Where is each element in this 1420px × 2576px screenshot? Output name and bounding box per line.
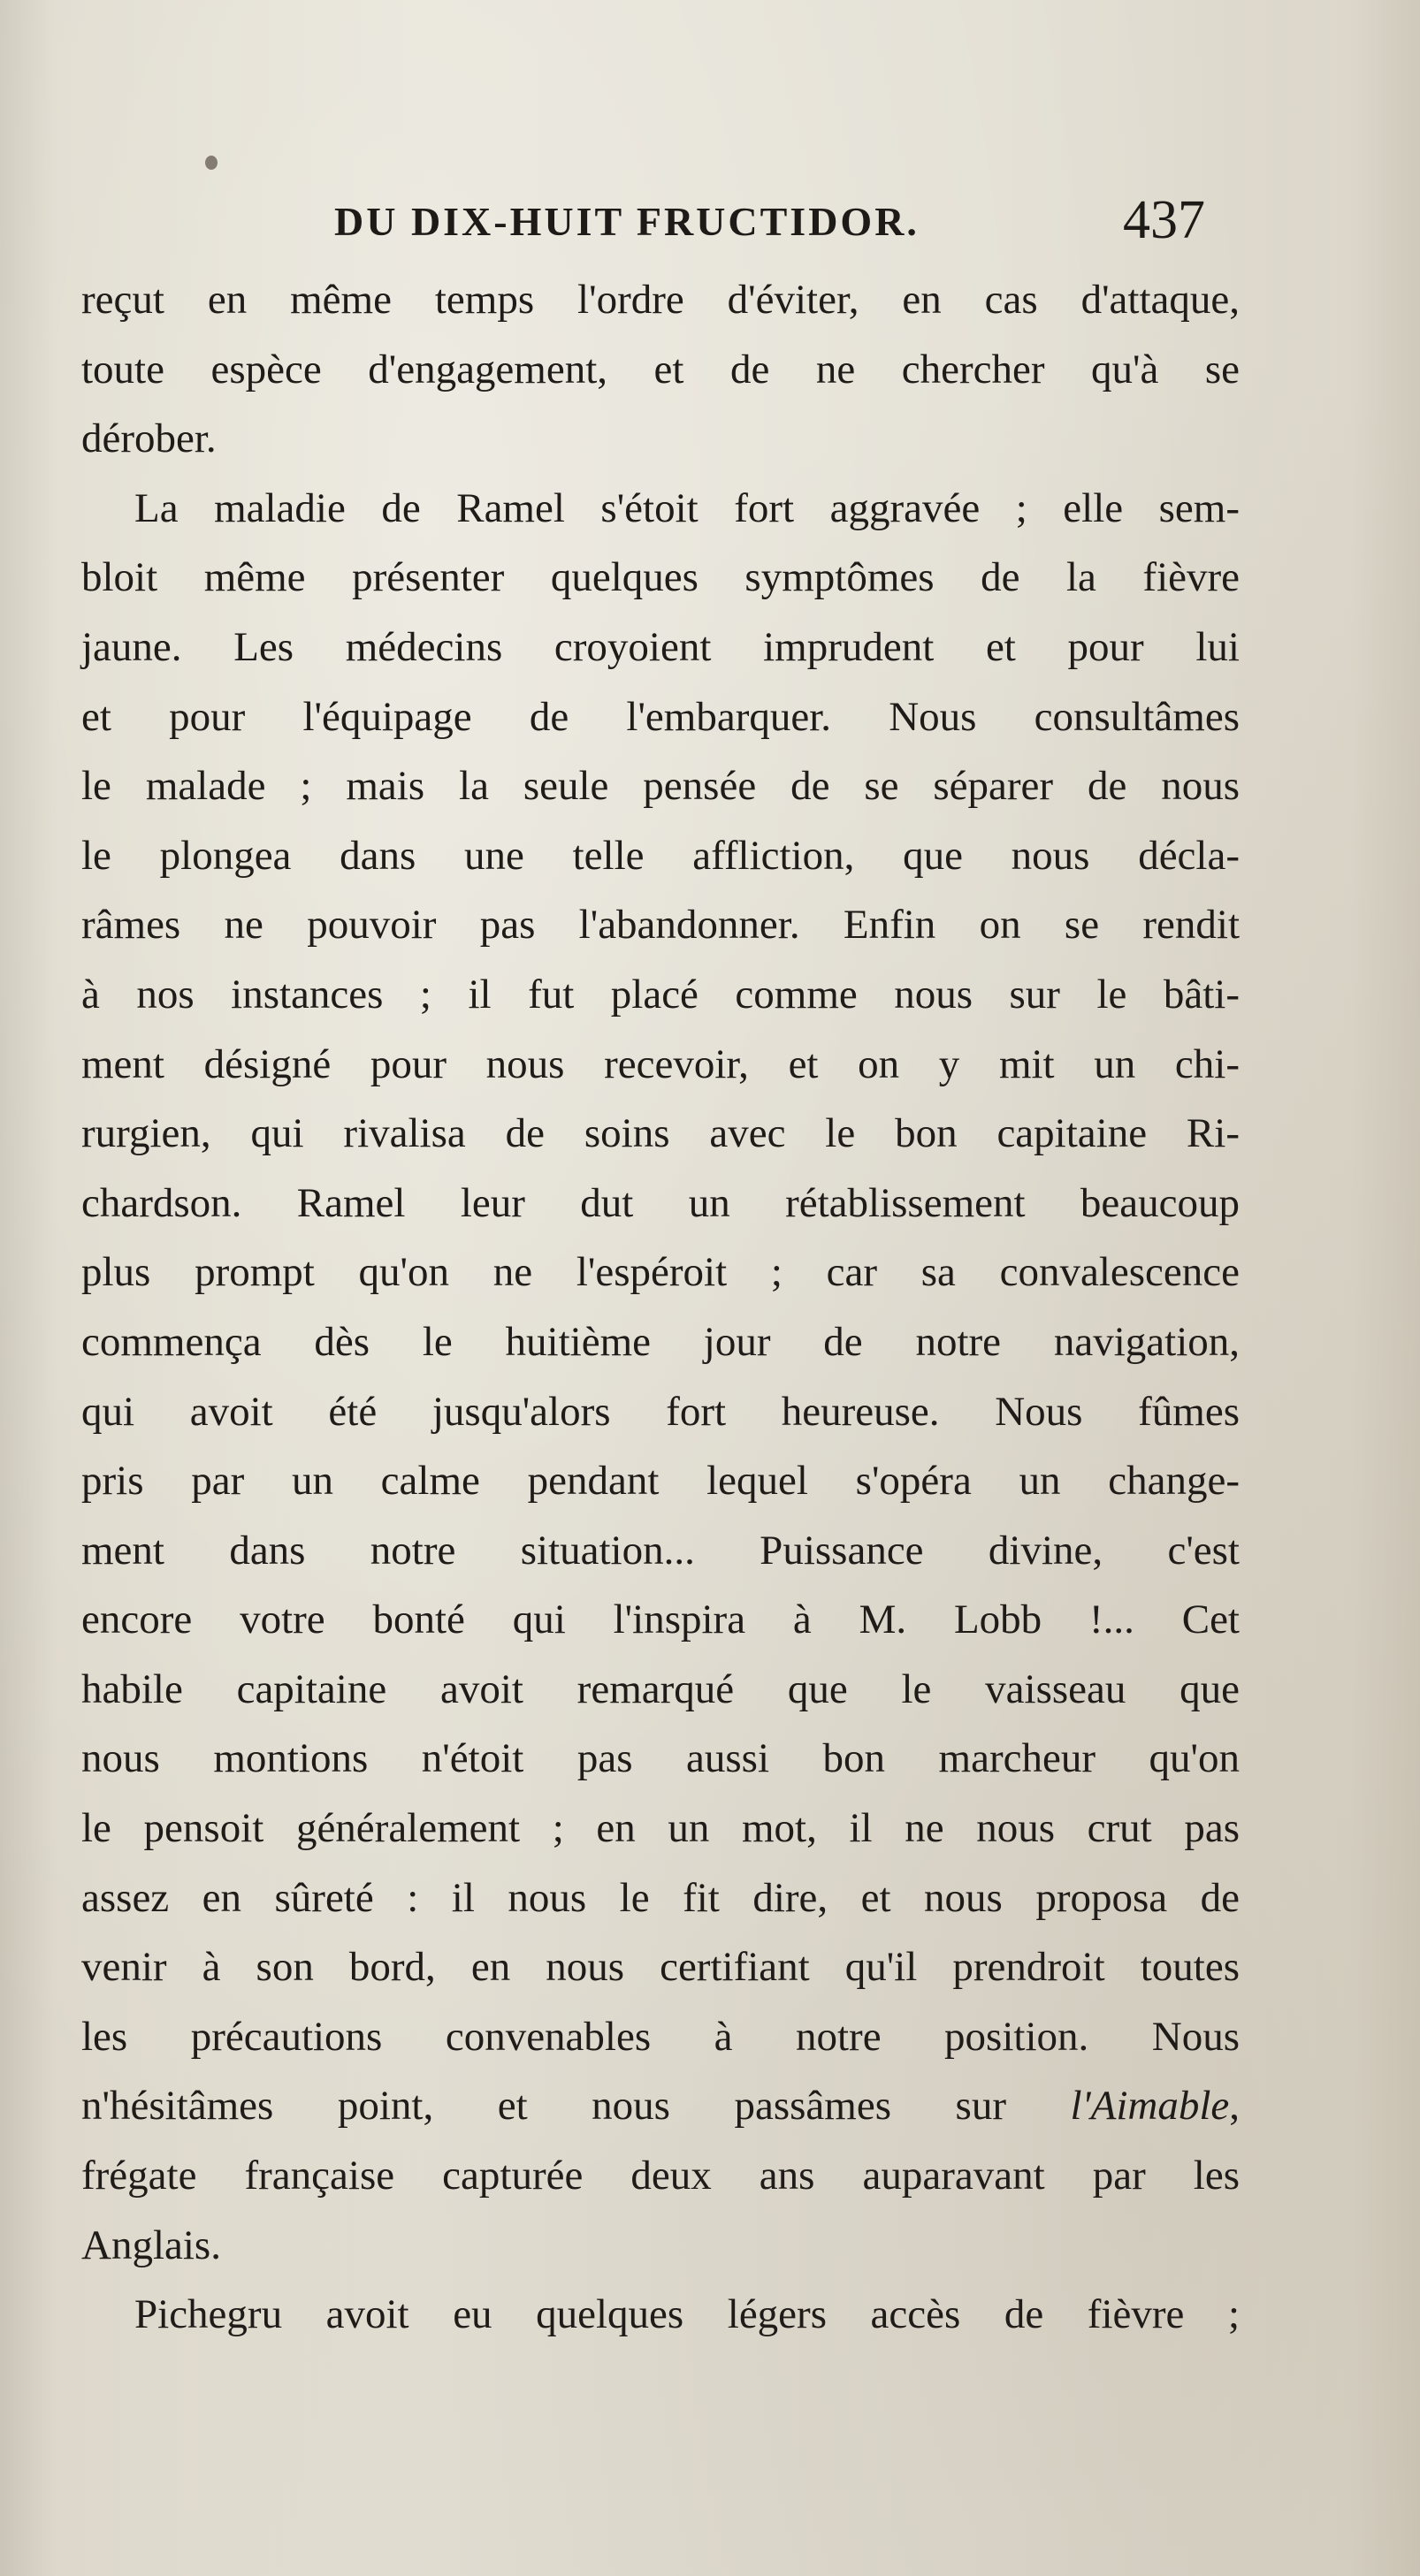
text-line: rurgien, qui rivalisa de soins avec le bon capitaine Ri-: [81, 1110, 1240, 1157]
text-line-start: n'hésitâmes point, et nous passâmes sur: [81, 2083, 1006, 2130]
text-line: chardson. Ramel leur dut un rétablissement beaucoup: [81, 1179, 1240, 1226]
text-line: venir à son bord, en nous certifiant qu'il prendroit toutes: [81, 1944, 1240, 1991]
text-line: Anglais.: [81, 2222, 221, 2268]
ink-spot: [205, 156, 218, 170]
text-line: nous montions n'étoit pas aussi bon marcheur qu'on: [81, 1735, 1240, 1782]
text-line: jaune. Les médecins croyoient imprudent et pour lui: [81, 623, 1240, 670]
text-line: et pour l'équipage de l'embarquer. Nous consultâmes: [81, 693, 1240, 740]
text-line: bloit même présenter quelques symptômes de la fièvre: [81, 554, 1240, 601]
text-line: La maladie de Ramel s'étoit fort aggravée ; elle sem-: [134, 484, 1240, 531]
page-number: 437: [1123, 190, 1205, 250]
text-line: le pensoit généralement ; en un mot, il ne nous crut pas: [81, 1805, 1240, 1852]
text-line: encore votre bonté qui l'inspira à M. Lobb !... Cet: [81, 1597, 1240, 1643]
text-line: râmes ne pouvoir pas l'abandonner. Enfin on se rendit: [81, 902, 1240, 949]
text-line: le plongea dans une telle affliction, que nous décla-: [81, 832, 1240, 879]
text-line: frégate française capturée deux ans auparavant par les: [81, 2153, 1240, 2199]
text-line: le malade ; mais la seule pensée de se séparer de nous: [81, 763, 1240, 810]
body-text: [81, 265, 1240, 2350]
text-line: pris par un calme pendant lequel s'opéra un change-: [81, 1458, 1240, 1505]
text-line: Pichegru avoit eu quelques légers accès de fièvre ;: [134, 2291, 1240, 2338]
ship-name-comma: ,: [1229, 2083, 1240, 2130]
text-line: dérober.: [81, 415, 217, 462]
page-header: [0, 189, 1420, 251]
text-line: ment dans notre situation... Puissance divine, c'est: [81, 1527, 1240, 1574]
text-line: toute espèce d'engagement, et de ne chercher qu'à se: [81, 346, 1240, 392]
text-line: assez en sûreté : il nous le fit dire, et nous proposa de: [81, 1874, 1240, 1921]
ship-name: l'Aimable: [1070, 2083, 1230, 2130]
text-line: ment désigné pour nous recevoir, et on y mit un chi-: [81, 1040, 1240, 1087]
text-line: à nos instances ; il fut placé comme nous sur le bâti-: [81, 971, 1240, 1017]
text-line: commença dès le huitième jour de notre navigation,: [81, 1318, 1240, 1365]
text-line-with-ship-name: [81, 2071, 1240, 2141]
text-line: plus prompt qu'on ne l'espéroit ; car sa convalescence: [81, 1249, 1240, 1296]
text-line: habile capitaine avoit remarqué que le vaisseau que: [81, 1665, 1240, 1712]
text-line: qui avoit été jusqu'alors fort heureuse. Nous fûmes: [81, 1388, 1240, 1435]
text-line: reçut en même temps l'ordre d'éviter, en cas d'attaque,: [81, 277, 1240, 323]
text-line: les précautions convenables à notre position. Nous: [81, 2013, 1240, 2060]
running-title: DU DIX-HUIT FRUCTIDOR.: [334, 199, 920, 244]
